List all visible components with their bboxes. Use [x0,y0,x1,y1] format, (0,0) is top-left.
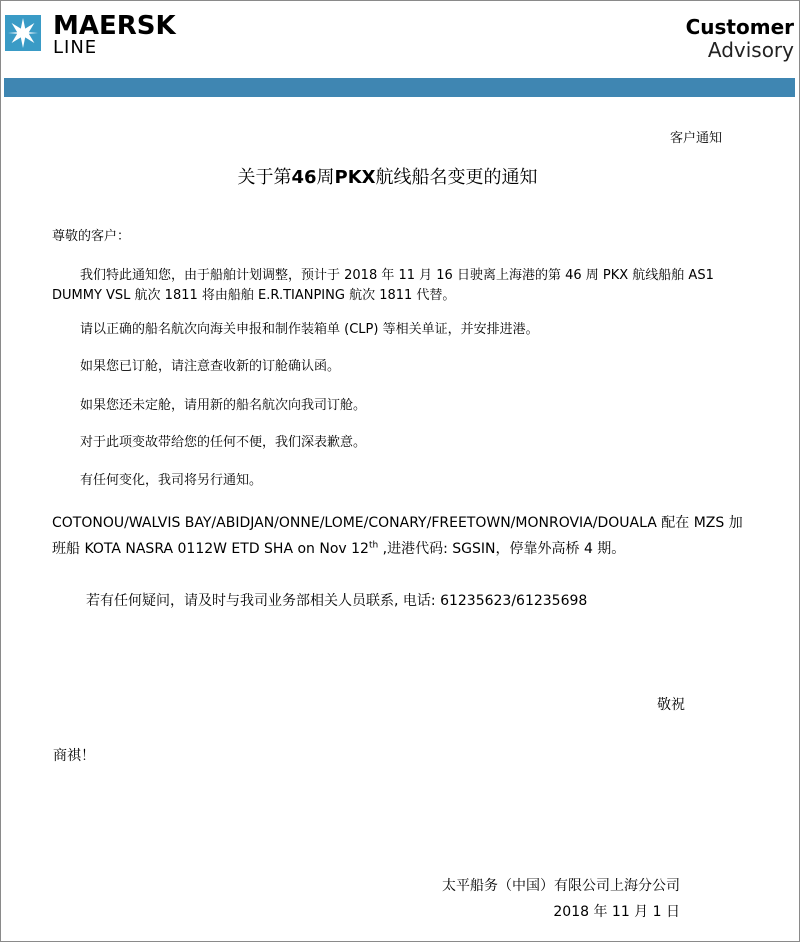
advisory-title: Customer [685,15,794,39]
salutation: 商祺！ [53,748,95,764]
voyage-superscript: th [368,540,379,551]
title-middle: 周 [316,167,335,188]
paragraph-booked: 如果您已订舱，请注意查收新的订舱确认函。 [80,359,341,374]
paragraph-vessel-change: 我们特此通知您，由于船舶计划调整，预计于 2018 年 11 月 16 日驶离上海港的第 46 周 PKX 航线船舶 AS1 DUMMY VSL 航次 1811 将由船舶 E.R.TIANPING 航次 1811 代替。 [52,268,714,303]
title-prefix: 关于第 [237,167,292,188]
paragraph-customs: 请以正确的船名航次向海关申报和制作装箱单 (CLP) 等相关单证，并安排进港。 [80,322,539,337]
maersk-star-icon [5,15,41,51]
paragraph-not-booked: 如果您还未定舱，请用新的船名航次向我司订舱。 [80,398,367,413]
voyage-text: COTONOU/WALVIS BAY/ABIDJAN/ONNE/LOME/CONARY/FREETOWN/MONROVIA/DOUALA 配在 MZS 加班船 KOTA NASRA 0112W ETD SHA on Nov 12 [52,515,743,557]
voyage-terminal: ,进港代码: SGSIN，停靠外高桥 4 期。 [378,541,626,557]
paragraph-further-notice: 有任何变化，我司将另行通知。 [80,473,263,488]
header-band [4,78,795,97]
notice-date: 2018 年 11 月 1 日 [553,904,680,920]
title-route: PKX [334,167,376,188]
brand-name: MAERSK [53,11,176,41]
title-suffix: 航线船名变更的通知 [375,167,538,188]
paragraph-apology: 对于此项变故带给您的任何不便，我们深表歉意。 [80,435,367,450]
regards: 敬祝 [657,697,685,713]
greeting: 尊敬的客户： [52,229,131,244]
voyage-details [52,510,752,562]
title-week: 46 [291,167,317,188]
company-signature: 太平船务（中国）有限公司上海分公司 [442,878,680,894]
contact-line: 若有任何疑问，请及时与我司业务部相关人员联系, 电话: 61235623/61235698 [86,593,588,609]
brand-subname: LINE [53,37,98,58]
advisory-subtitle: Advisory [707,38,794,62]
notice-label: 客户通知 [669,131,722,146]
notice-title [0,163,775,189]
